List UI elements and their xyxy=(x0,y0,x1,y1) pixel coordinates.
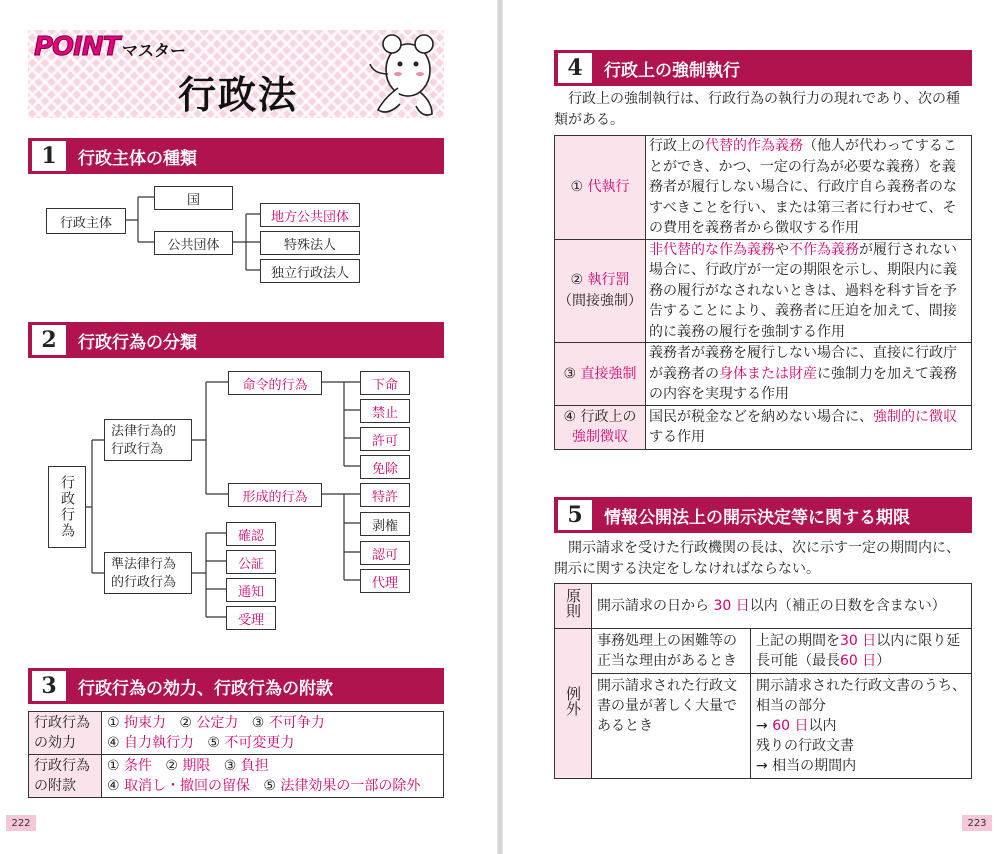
effects-table xyxy=(28,711,444,798)
tree-child: 地方公共団体 xyxy=(260,203,360,227)
tree-houritsu: 法律行為的行政行為 xyxy=(104,419,192,461)
row-header: 例外 xyxy=(555,629,592,779)
page-number: 223 xyxy=(962,815,992,831)
left-page xyxy=(0,0,497,854)
row-description: 国民が税金などを納めない場合に、強制的に徴収する作用 xyxy=(646,405,972,449)
tree-leaf: 受理 xyxy=(226,606,276,630)
table-row xyxy=(555,674,972,779)
table-row xyxy=(555,629,972,674)
page-number: 222 xyxy=(6,815,36,831)
tree-leaf: 特許 xyxy=(360,483,410,507)
section-4-intro: 行政上の強制執行は、行政行為の執行力の現れであり、次の種類がある。 xyxy=(554,91,960,128)
result-cell: 開示請求された行政文書のうち、相当の部分 → 60 日以内 残りの行政文書 → 相当の期間内 xyxy=(751,674,972,779)
tree-root: 行政行為 xyxy=(48,466,86,548)
section-number: 3 xyxy=(32,671,66,701)
section-title: 行政行為の分類 xyxy=(78,332,197,353)
table-row xyxy=(29,755,444,798)
row-header: ① 代執行 xyxy=(555,136,646,240)
condition-cell: 事務処理上の困難等の正当な理由があるとき xyxy=(592,629,751,674)
result-cell: 上記の期間を30 日以内に限り延長可能（最長60 日） xyxy=(751,629,972,674)
row-header: ③ 直接強制 xyxy=(555,343,646,406)
tree-leaf: 通知 xyxy=(226,578,276,602)
tree-leaf: 禁止 xyxy=(360,399,410,423)
section-4-heading xyxy=(554,50,972,86)
gensoku-content: 開示請求の日から 30 日以内（補正の日数を含まない） xyxy=(592,584,972,629)
row-header: 行政行為の効力 xyxy=(29,712,102,755)
table-row xyxy=(555,239,972,343)
tree-child: 特殊法人 xyxy=(260,231,360,255)
section-number: 4 xyxy=(558,53,592,83)
master-label: マスター xyxy=(122,41,187,60)
row-content: ① 拘束力 ② 公定力 ③ 不可争力 ④ 自力執行力 ⑤ 不可変更力 xyxy=(102,712,444,755)
section-5-intro: 開示請求を受けた行政機関の長は、次に示す一定の期間内に、開示に関する決定をしなければならない。 xyxy=(554,540,960,577)
row-content: ① 条件 ② 期限 ③ 負担 ④ 取消し・撤回の留保 ⑤ 法律効果の一部の除外 xyxy=(102,755,444,798)
section-number: 5 xyxy=(558,500,592,530)
point-logo: POINT xyxy=(34,32,120,62)
row-header: ④ 行政上の 強制徴収 xyxy=(555,405,646,449)
tree-leaf: 認可 xyxy=(360,541,410,565)
row-description: 義務者が義務を履行しない場合に、直接に行政庁が義務者の身体または財産に強制力を加えて義務の内容を実現する作用 xyxy=(646,343,972,406)
tree-leaf: 剥権 xyxy=(360,512,410,536)
table-row xyxy=(555,343,972,406)
right-page xyxy=(503,0,1000,854)
section-number: 2 xyxy=(32,325,66,355)
row-description: 非代替的な作為義務や不作為義務が履行されない場合に、行政庁が一定の期限を示し、期限内に義務の履行がなされないときは、過料を科す旨を予告することにより、義務者に圧迫を加えて、間接的に義務の履行を強制する作用 xyxy=(646,239,972,343)
section-title: 行政上の強制執行 xyxy=(604,60,740,81)
section-title: 情報公開法上の開示決定等に関する期限 xyxy=(604,507,910,528)
table-row xyxy=(29,712,444,755)
section-title: 行政行為の効力、行政行為の附款 xyxy=(78,678,333,699)
table-row xyxy=(555,405,972,449)
tree-kuni: 国 xyxy=(154,186,233,210)
row-header: ② 執行罰 （間接強制） xyxy=(555,239,646,343)
section-5-heading xyxy=(554,497,972,533)
tree-meirei: 命令的行為 xyxy=(228,371,322,395)
tree-jun: 準法律行為的行政行為 xyxy=(104,552,192,594)
row-description: 行政上の代替的作為義務（他人が代わってすることができ、かつ、一定の行為が必要な義務）を義務者が履行しない場合に、行政庁自ら義務者のなすべきことを行い、または第三者に行わせて、その費用を義務者から徴収する作用 xyxy=(646,136,972,240)
tree-root: 行政主体 xyxy=(46,208,126,234)
tree-leaf: 代理 xyxy=(360,569,410,593)
tree-leaf: 許可 xyxy=(360,427,410,451)
table-row xyxy=(555,136,972,240)
tree-leaf: 下命 xyxy=(360,371,410,395)
tree-leaf: 免除 xyxy=(360,455,410,479)
section-title: 行政主体の種類 xyxy=(78,148,197,169)
tree-leaf: 確認 xyxy=(226,522,276,546)
tree-child: 独立行政法人 xyxy=(260,259,360,283)
page-title: 行政法 xyxy=(178,73,299,117)
section-3-heading xyxy=(28,668,444,704)
tree-keisei: 形成的行為 xyxy=(228,483,322,507)
row-header: 原則 xyxy=(555,584,592,629)
disclosure-table xyxy=(554,583,972,779)
enforcement-table xyxy=(554,135,972,450)
row-header: 行政行為の附款 xyxy=(29,755,102,798)
section-number: 1 xyxy=(32,141,66,171)
tree-leaf: 公証 xyxy=(226,550,276,574)
condition-cell: 開示請求された行政文書の量が著しく大量であるとき xyxy=(592,674,751,779)
tree-kokyo: 公共団体 xyxy=(154,231,233,255)
table-row xyxy=(555,584,972,629)
